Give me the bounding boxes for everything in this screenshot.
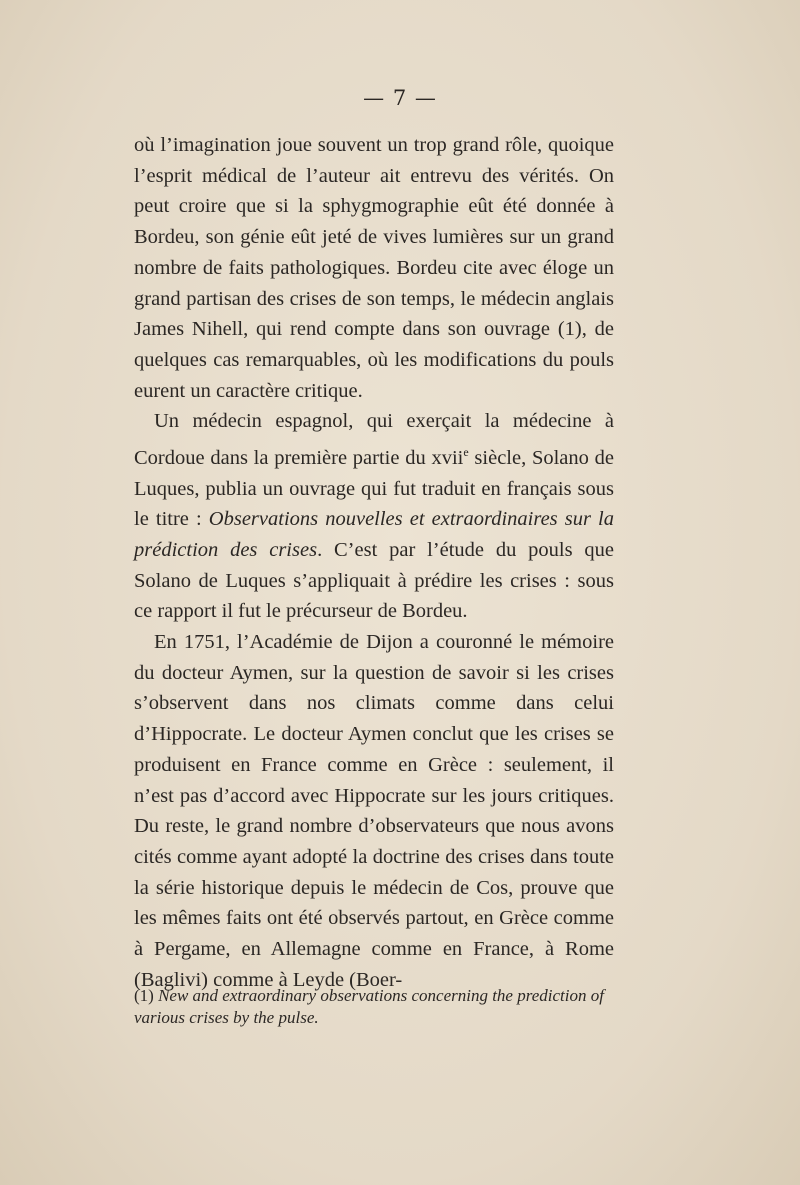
paragraph-text: e bbox=[463, 445, 469, 460]
paragraph-text: où l’imagination joue souvent un trop grand rôle, quoique l’esprit médical de l’auteur ait entrevu des vérités. On peut croire que si la sphygmographie eût été donnée à Bordeu, son génie eût jeté de vives lumières sur un grand nombre de faits pathologiques. Bordeu cite avec éloge un grand partisan des crises de son temps, le médecin anglais James Nihell, qui rend compte dans son ouvrage (1), de quelques cas remarquables, où les modifications du pouls eurent un caractère critique. bbox=[134, 134, 614, 402]
footnote bbox=[134, 985, 614, 1029]
paragraph bbox=[134, 627, 614, 995]
footnote-text: New and extraordinary observations concerning the prediction of various crises by the pulse. bbox=[134, 986, 604, 1027]
paragraph bbox=[134, 406, 614, 627]
italic-title: Observations nouvelles et extraordinaires sur la prédiction des crises bbox=[134, 508, 614, 561]
footnote-marker: (1) bbox=[134, 986, 154, 1005]
paragraph-text: . C’est par l’étude du pouls que Solano de Luques s’appliquait à prédire les crises : sous ce rapport il fut le précurseur de Bordeu. bbox=[134, 538, 614, 623]
paragraph-text: siècle, Solano de Luques, publia un ouvrage qui fut traduit en français sous le titre : bbox=[134, 446, 614, 531]
paragraph bbox=[134, 130, 614, 406]
paragraph-text: Un médecin espagnol, qui exerçait la médecine à Cordoue dans la première partie du xvii bbox=[134, 410, 614, 469]
paragraph-text: En 1751, l’Académie de Dijon a couronné le mémoire du docteur Aymen, sur la question de savoir si les crises s’observent dans nos climats comme dans celui d’Hippocrate. Le docteur Aymen conclut que les crises se produisent en France comme en Grèce : seulement, il n’est pas d’accord avec Hippocrate sur les jours critiques. Du reste, le grand nombre d’observateurs que nous avons cités comme ayant adopté la doctrine des crises dans toute la série historique depuis le médecin de Cos, prouve que les mêmes faits ont été observés partout, en Grèce comme à Pergame, en Allemagne comme en France, à Rome (Baglivi) comme à Leyde (Boer- bbox=[134, 631, 614, 991]
body-text bbox=[134, 130, 614, 996]
page-number: — 7 — bbox=[363, 86, 437, 110]
